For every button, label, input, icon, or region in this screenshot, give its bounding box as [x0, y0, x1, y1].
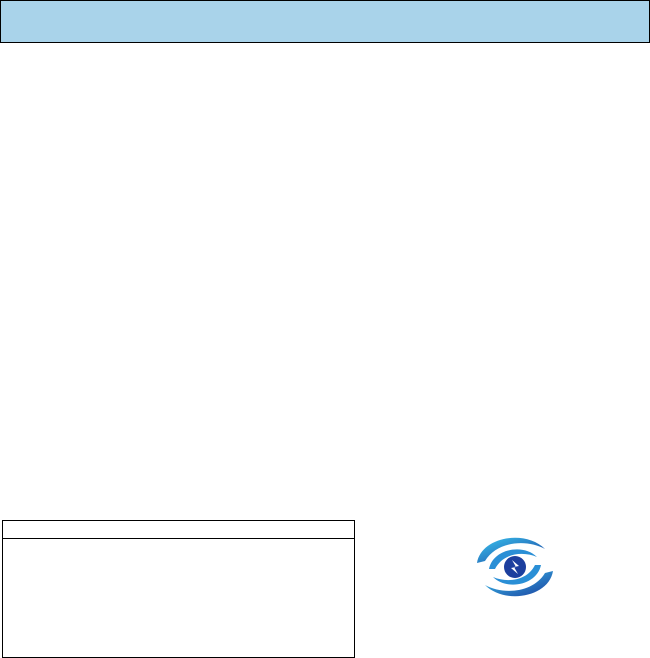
period-of-record-box	[2, 520, 355, 658]
page-title	[0, 0, 650, 22]
date-header	[0, 21, 650, 43]
swirl-logo-icon	[392, 532, 638, 602]
period-of-record-heading	[3, 521, 354, 539]
chescowx-logo	[392, 532, 638, 632]
